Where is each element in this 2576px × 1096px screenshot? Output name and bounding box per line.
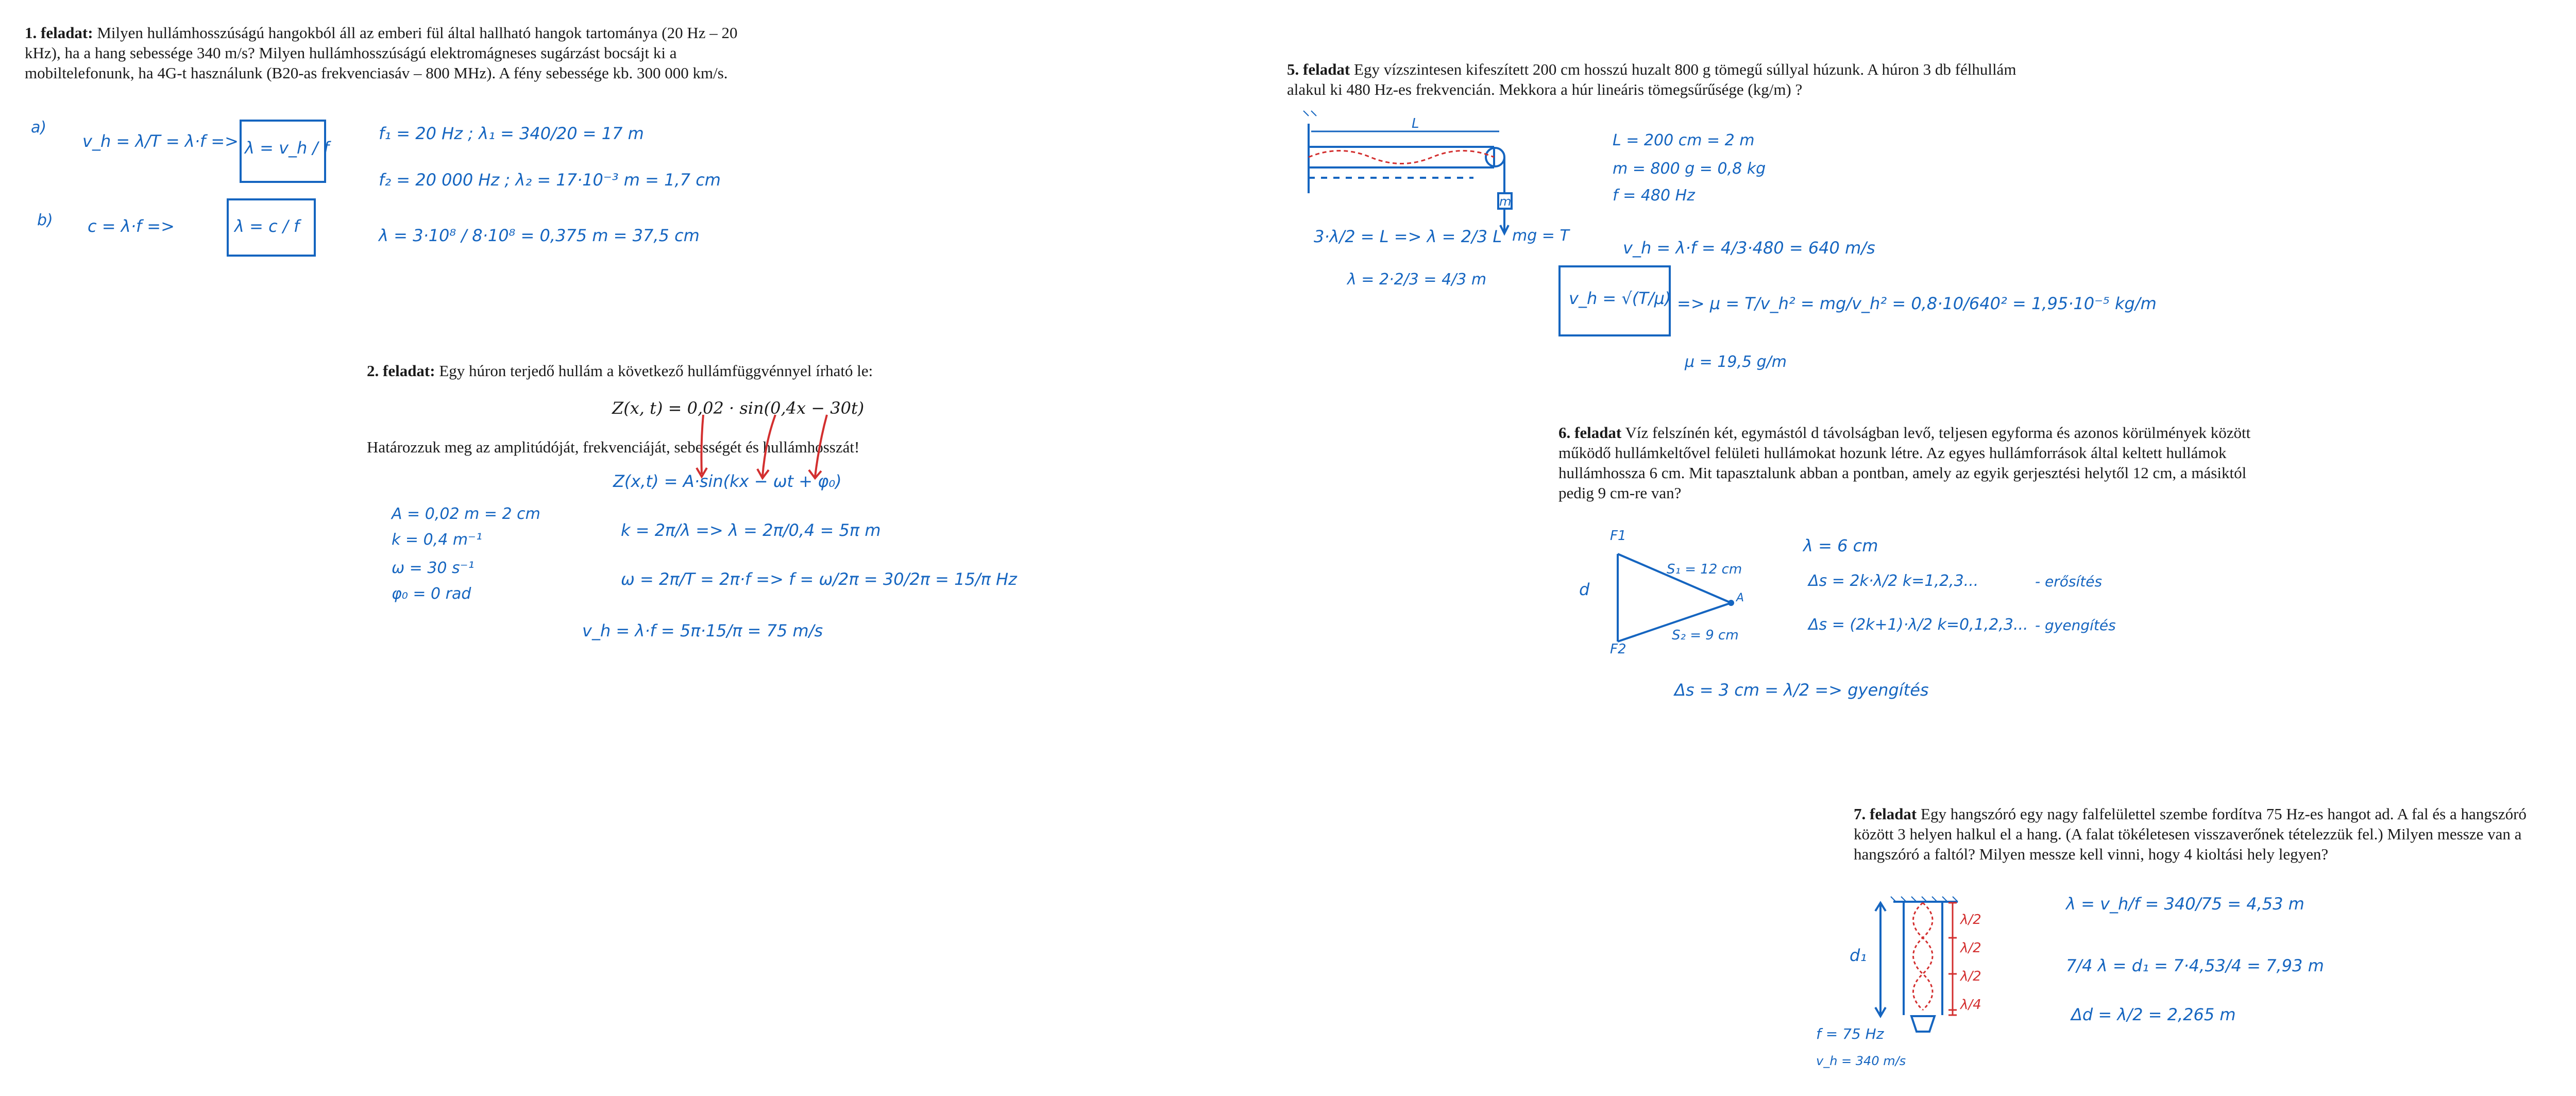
problem-5 <box>1287 59 2024 99</box>
p1-a-formula: v_h = λ/T = λ·f => <box>82 131 239 151</box>
p6-F2: F2 <box>1610 642 1626 657</box>
problem-6-label: 6. feladat <box>1558 424 1622 442</box>
problem-7-label: 7. feladat <box>1854 805 1917 823</box>
p1-line3: λ = 3·10⁸ / 8·10⁸ = 0,375 m = 37,5 cm <box>379 226 700 245</box>
p1-a-box-text: λ = v_h / f <box>245 138 329 158</box>
problem-7-text: Egy hangszóró egy nagy falfelülettel szembe fordítva 75 Hz-es hangot ad. A fal és a hangszóró között 3 helyen halkul el a hang. (A falat tökéletesen visszaverőnek tételezzük fel.) Milyen messze van a hangszóró a faltól? Milyen messze kell vinni, hogy 4 kioltási hely legyen? <box>1854 805 2527 863</box>
p7-v: v_h = 340 m/s <box>1816 1054 1906 1068</box>
p5-L: L = 200 cm = 2 m <box>1613 131 1755 149</box>
problem-1-label: 1. feladat: <box>25 24 93 42</box>
p6-cond2-note: - gyengítés <box>2035 617 2116 634</box>
problem-6-text: Víz felszínén két, egymástól d távolságban levő, teljesen egyforma és azonos körülmények között működő hullámkeltővel felületi hullámokat hozunk létre. Az egyes hullámforrások által keltett hullámok hullámhossza 6 cm. Mit tapasztalunk abban a pontban, amely az egyik gerjesztési helytől 12 cm, a másiktól pedig 9 cm-re van? <box>1558 424 2251 502</box>
p2-f: ω = 2π/T = 2π·f => f = ω/2π = 30/2π = 15/π Hz <box>621 569 1017 589</box>
p5-L-label: L <box>1412 116 1419 131</box>
p5-f: f = 480 Hz <box>1613 187 1695 205</box>
p1-line1: f₁ = 20 Hz ; λ₁ = 340/20 = 17 m <box>379 124 644 143</box>
p7-l2-2: λ/2 <box>1960 940 1981 956</box>
p6-s1: S₁ = 12 cm <box>1667 562 1742 577</box>
problem-7 <box>1854 804 2554 864</box>
p2-equation: Z(x, t) = 0,02 · sin(0,4x − 30t) <box>612 398 865 418</box>
p1-a-label: a) <box>31 119 47 137</box>
problem-2 <box>367 361 1037 381</box>
problem-1-text: Milyen hullámhosszúságú hangokból áll az emberi fül által hallható hangok tartománya (20 Hz – 20 kHz), ha a hang sebessége 340 m/s? Milyen hullámhosszúságú elektromágneses sugárzást bocsájt ki a mobiltelefonunk, ha 4G-t használunk (B20-as frekvenciasáv – 800 MHz). A fény sebessége kb. 300 000 km/s. <box>25 24 738 82</box>
p7-f: f = 75 Hz <box>1816 1025 1884 1042</box>
p7-l2-1: λ/2 <box>1960 912 1981 928</box>
p5-box-text: v_h = √(T/μ) <box>1569 289 1671 308</box>
p2-phi: φ₀ = 0 rad <box>392 585 471 603</box>
p5-mu: => μ = T/v_h² = mg/v_h² = 0,8·10/640² = 1,95·10⁻⁵ kg/m <box>1677 294 2157 313</box>
problem-5-text: Egy vízszintesen kifeszített 200 cm hosszú huzalt 800 g tömegű súllyal húzunk. A húron 3 db félhullám alakul ki 480 Hz-es frekvencián. Mekkora a húr lineáris tömegsűrűsége (kg/m) ? <box>1287 60 2016 98</box>
p7-l2-3: λ/2 <box>1960 969 1981 984</box>
p1-b-box-text: λ = c / f <box>234 216 300 236</box>
p2-lambda: k = 2π/λ => λ = 2π/0,4 = 5π m <box>621 520 881 540</box>
p5-relation: 3·λ/2 = L => λ = 2/3 L <box>1314 227 1502 246</box>
problem-2-text: Egy húron terjedő hullám a következő hullámfüggvénnyel írható le: <box>439 362 873 380</box>
p5-lambda: λ = 2·2/3 = 4/3 m <box>1347 271 1487 289</box>
p5-m-label: m <box>1499 194 1512 209</box>
p6-d: d <box>1579 580 1590 599</box>
p1-line2: f₂ = 20 000 Hz ; λ₂ = 17·10⁻³ m = 1,7 cm <box>379 170 721 190</box>
p5-v: v_h = λ·f = 4/3·480 = 640 m/s <box>1623 238 1875 258</box>
p1-b-label: b) <box>37 211 53 229</box>
p6-F1: F1 <box>1610 528 1626 544</box>
p2-question: Határozzuk meg az amplitúdóját, frekvenciáját, sebességét és hullámhosszát! <box>367 438 860 456</box>
p7-d1: d₁ <box>1850 946 1867 965</box>
problem-1 <box>25 23 751 83</box>
p2-k: k = 0,4 m⁻¹ <box>392 531 482 549</box>
problem-6 <box>1558 423 2285 503</box>
p6-cond2: Δs = (2k+1)·λ/2 k=0,1,2,3... <box>1808 616 2028 634</box>
p1-b-formula: c = λ·f => <box>88 216 175 236</box>
p2-w: ω = 30 s⁻¹ <box>392 559 474 577</box>
p7-l4: λ/4 <box>1960 997 1981 1013</box>
problem-2-label: 2. feladat: <box>367 362 435 380</box>
p6-A: A <box>1736 592 1744 604</box>
p5-mg-label: mg = T <box>1512 227 1569 245</box>
p6-lambda: λ = 6 cm <box>1803 536 1878 555</box>
p5-mu-final: μ = 19,5 g/m <box>1685 353 1787 371</box>
p6-cond1-note: - erősítés <box>2035 573 2103 590</box>
p2-general: Z(x,t) = A·sin(kx − ωt + φ₀) <box>613 471 842 491</box>
problem-5-label: 5. feladat <box>1287 60 1350 78</box>
p6-cond1: Δs = 2k·λ/2 k=1,2,3... <box>1808 572 1979 590</box>
p7-dd: Δd = λ/2 = 2,265 m <box>2071 1005 2236 1024</box>
p5-m: m = 800 g = 0,8 kg <box>1613 160 1766 178</box>
p7-d1-calc: 7/4 λ = d₁ = 7·4,53/4 = 7,93 m <box>2066 956 2324 975</box>
p6-result: Δs = 3 cm = λ/2 => gyengítés <box>1674 680 1929 700</box>
p2-A: A = 0,02 m = 2 cm <box>392 505 540 523</box>
p7-lambda: λ = v_h/f = 340/75 = 4,53 m <box>2066 894 2304 914</box>
p2-v: v_h = λ·f = 5π·15/π = 75 m/s <box>582 621 823 640</box>
p6-s2: S₂ = 9 cm <box>1672 628 1739 643</box>
